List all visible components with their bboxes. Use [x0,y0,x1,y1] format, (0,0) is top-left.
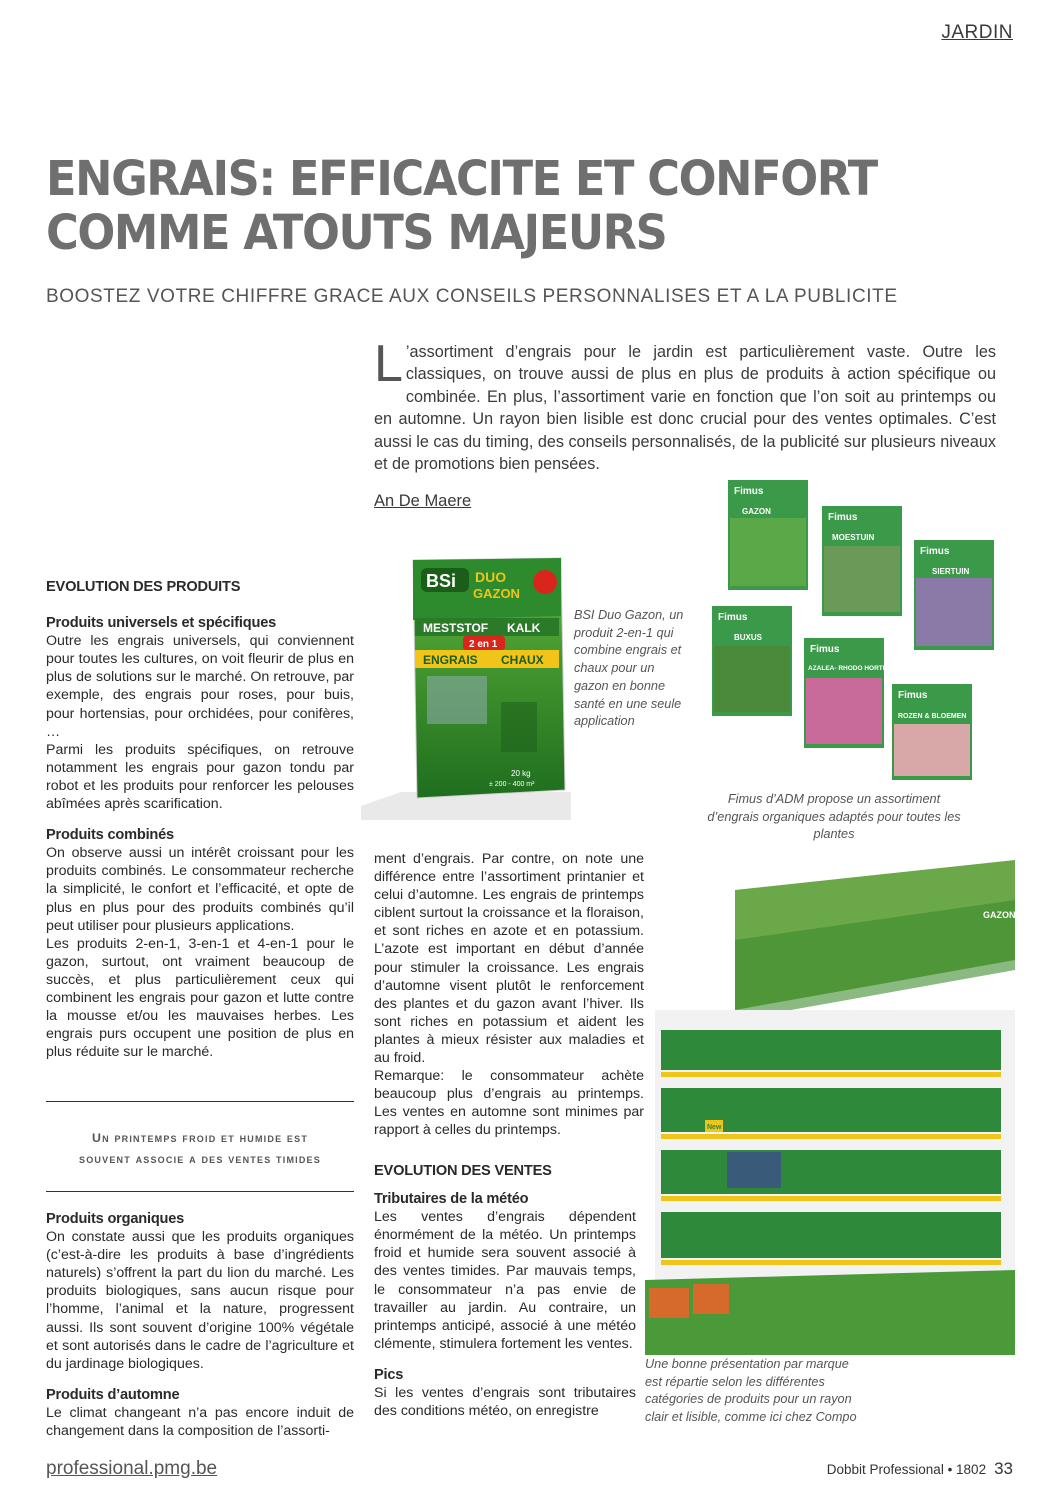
svg-text:Fimus: Fimus [734,486,764,497]
subheading-peaks: Pics [374,1366,404,1383]
page-number: 33 [994,1459,1013,1478]
paragraph: Le climat changeant n’a pas encore induit de changement dans la composition de l’assorti- [46,1404,354,1440]
fimus-boxes-image [700,478,1000,783]
bag-band-2b: CHAUX [501,653,544,667]
fimus-box [712,606,792,716]
section-tag: JARDIN [941,22,1013,43]
bsi-duo-gazon-bag-image [361,556,571,820]
fimus-box [822,506,902,616]
title-line-2: COMME ATOUTS MAJEURS [46,205,667,261]
fimus-box [892,684,972,780]
caption-bsi: BSI Duo Gazon, un produit 2-en-1 qui combine engrais et chaux pour un gazon en bonne santé en une seule application [574,608,684,729]
paragraph: Si les ventes d’engrais sont tributaires des conditions météo, on enregistre [374,1385,636,1420]
column-2-bottom [374,1162,636,1420]
paragraph: Les ventes d’engrais dépendent énormément de la météo. Un printemps froid et humide sera souvent associé à des ventes timides. Par mauvais temps, le consommateur n’a pas envie de travailler au jardin. Au contraire, un printemps anticipé, associé à une météo clémente, stimulera fortement les ventes. [374,1209,636,1352]
svg-text:BUXUS: BUXUS [734,633,763,642]
footer-website-link[interactable]: professional.pmg.be [46,1458,218,1479]
column-2-top [374,850,686,1140]
intro-dropcap: L [374,335,403,393]
svg-text:AZALEA- RHODO HORTENSIA: AZALEA- RHODO HORTENSIA [808,665,903,672]
footer-magazine [827,1459,1013,1479]
bag-area: ± 200 - 400 m² [489,781,535,788]
svg-text:SIERTUIN: SIERTUIN [932,567,970,576]
bag-brand: BSi [426,571,457,591]
bag-name-2: GAZON [473,586,520,601]
fimus-box [728,480,808,590]
caption-compo: Une bonne présentation par marque est répartie selon les différentes catégories de produits pour un rayon clair et lisible, comme ici chez Compo [645,1357,857,1425]
subheading-autumn: Produits d’automne [46,1386,180,1403]
article-title [46,152,883,260]
fimus-box [914,540,994,650]
pullquote-rule-top [46,1101,354,1102]
pullquote-line-1: Un printemps froid et humide est [91,1131,309,1145]
bag-weight: 20 kg [511,769,531,778]
bag-band-1: MESTSTOF [423,621,489,635]
subheading-universal: Produits universels et spécifiques [46,615,277,632]
bag-band-2: ENGRAIS [423,653,478,667]
pullquote [46,1128,354,1170]
section-heading-products: EVOLUTION DES PRODUITS [46,579,241,595]
paragraph: ment d’engrais. Par contre, on note une différence entre l’assortiment printanier et celui d’automne. Les engrais de printemps ciblent surtout la croissance et la floraison, et sont riches en azote et en potassium. L’azote est important en début d’année pour stimuler la croissance. Les engrais d’automne visent plutôt le renforcement des plantes et du gazon avant l’hiver. Ils sont riches en potassium et aident les plantes à mieux résister aux maladies et au froid. [374,851,644,1067]
footer-magazine-name: Dobbit Professional • 1802 [826,1462,987,1477]
title-line-1: ENGRAIS: EFFICACITE ET CONFORT [46,151,877,207]
paragraph: Outre les engrais universels, qui conviennent pour toutes les cultures, on voit fleurir de plus en plus de solutions sur le marché. On retrouve, par exemple, des engrais pour roses, pour buis, pour hortensias, pour orchidées, pour conifères, … [46,633,354,740]
article-subtitle: BOOSTEZ VOTRE CHIFFRE GRACE AUX CONSEILS PERSONNALISES ET A LA PUBLICITE [46,286,898,307]
intro-text: ’assortiment d’engrais pour le jardin est particulièrement vaste. Outre les classiques, on trouve aussi de plus en plus de produits à action spécifique ou combinée. En plus, l’assortiment varie en fonction que l’on soit au printemps ou en automne. Un rayon bien lisible est donc crucial pour des ventes optimales. C’est aussi le cas du timing, des conseils personnalisés, de la publicité sur plusieurs niveaux et de promotions bien pensées. [374,343,996,474]
svg-text:Fimus: Fimus [810,644,840,655]
subheading-organic: Produits organiques [46,1211,185,1227]
paragraph: Parmi les produits spécifiques, on retrouve notamment les engrais pour gazon tondu par robot et les produits pour renforcer les pelouses abîmées après scarification. [46,741,354,813]
paragraph: Remarque: le consommateur achète beaucoup plus d’engrais au printemps. Les ventes en automne sont minimes par rapport à celles du printemps. [374,1068,644,1139]
pullquote-line-2: souvent associe a des ventes timides [79,1152,321,1166]
svg-text:ROZEN & BLOEMEN: ROZEN & BLOEMEN [898,713,967,720]
svg-text:Fimus: Fimus [828,512,858,523]
svg-text:Fimus: Fimus [898,690,928,701]
rack-label: GAZON [983,910,1015,920]
bag-name-1: DUO [475,569,507,585]
paragraph: On constate aussi que les produits organiques (c’est-à-dire les produits à base d’ingrédients naturels) s’offrent la part du lion du marché. Les produits biologiques, sans aucun risque pour l’homme, l’animal et la nature, progressent aussi. Ils sont souvent d’origine 100% végétale et sont autorisés dans le cadre de l’agriculture et du jardinage biologiques. [46,1229,354,1372]
compo-shelf-image [645,860,1015,1355]
subheading-combined: Produits combinés [46,827,174,844]
article-intro [374,335,996,475]
bag-badge: 2 en 1 [469,639,498,650]
pullquote-rule-bottom [46,1191,354,1192]
caption-fimus: Fimus d’ADM propose un assortiment d’engrais organiques adaptés pour toutes les plantes [707,792,961,842]
bag-band-1b: KALK [507,621,541,635]
fimus-box [804,638,903,748]
subheading-weather: Tributaires de la météo [374,1191,529,1208]
author-byline: An De Maere [374,492,472,510]
column-1-top [46,578,354,1061]
section-heading-sales: EVOLUTION DES VENTES [374,1163,552,1179]
svg-text:GAZON: GAZON [742,507,771,516]
svg-text:MOESTUIN: MOESTUIN [832,533,875,542]
rack-new-tag: New [707,1124,722,1131]
column-1-bottom [46,1210,354,1440]
svg-text:Fimus: Fimus [920,546,950,557]
svg-text:Fimus: Fimus [718,612,748,623]
paragraph: Les produits 2-en-1, 3-en-1 et 4-en-1 pour le gazon, surtout, ont vraiment beaucoup de succès, et plus particulièrement ceux qui combinent les engrais pour gazon et lutte contre la mousse et/ou les mauvaises herbes. Les engrais purs occupent une position de plus en plus réduite sur le marché. [46,935,354,1061]
paragraph: On observe aussi un intérêt croissant pour les produits combinés. Le consommateur recherche la simplicité, le confort et l’efficacité, et opte de plus en plus pour des produits combinés qu’il peut utiliser pour plusieurs applications. [46,845,354,934]
